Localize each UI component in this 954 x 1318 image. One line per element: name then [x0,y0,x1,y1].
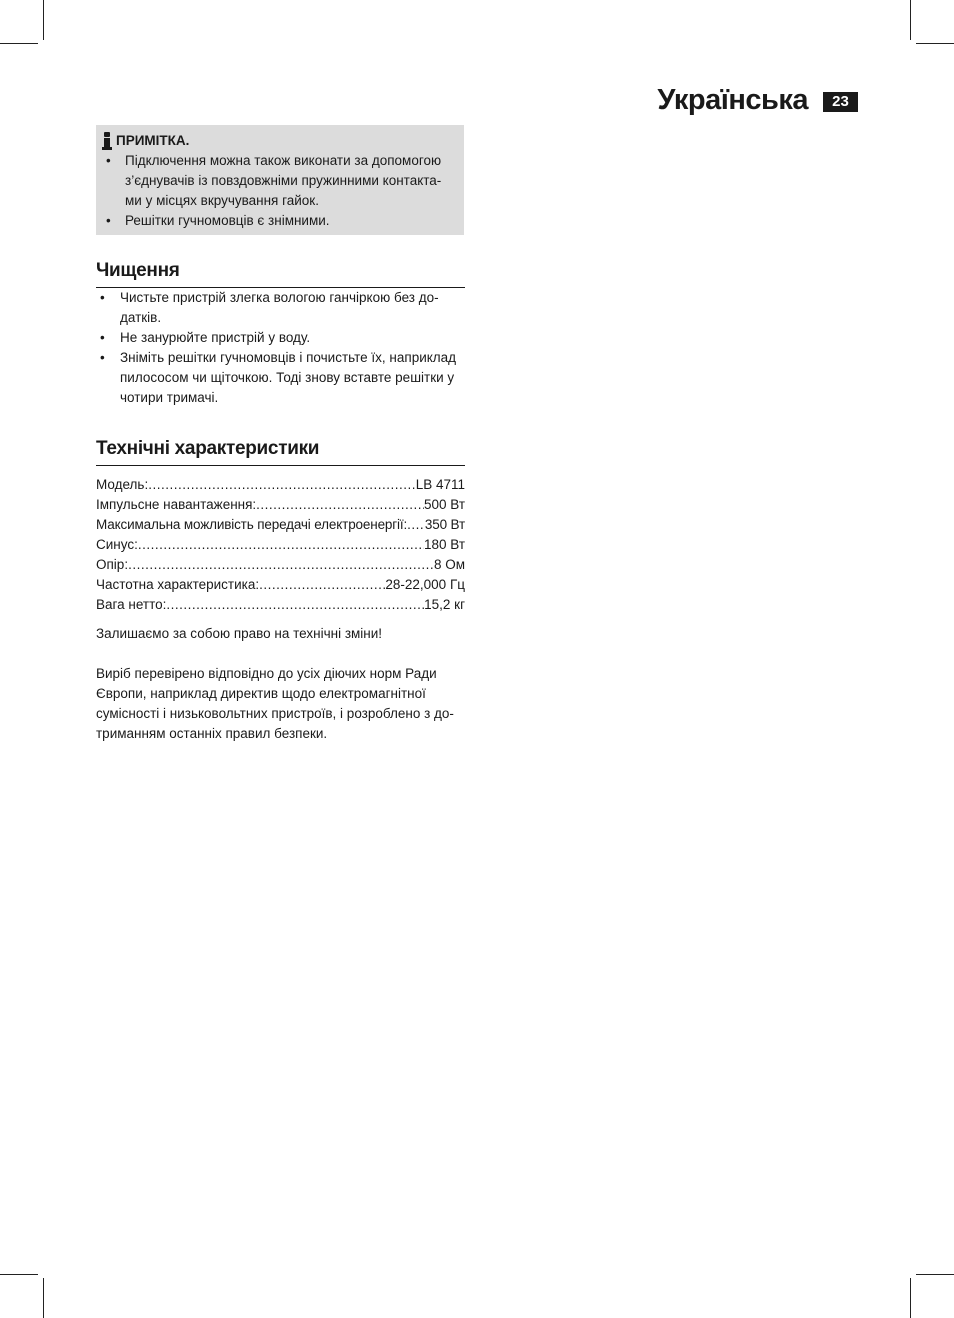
spec-value: 350 Вт [424,517,465,532]
spec-label: Синус: [96,537,138,552]
spec-leader-dots [138,535,424,555]
cleaning-section [96,260,465,408]
spec-label: Частотна характеристика: [96,577,260,592]
tech-specs-section [96,438,465,615]
note-box [96,125,464,235]
spec-row [96,595,465,615]
page-language-title: Українська [657,84,808,116]
crop-mark [910,0,911,40]
spec-row [96,555,465,575]
note-header [102,131,456,151]
cleaning-heading: Чищення [96,260,465,288]
spec-value: LB 4711 [415,477,465,492]
spec-label: Максимальна можливість передачі електроенергії: [96,517,408,532]
spec-row [96,515,465,535]
cleaning-item: • Не занурюйте пристрій у воду. [96,328,465,348]
note-item: • Підключення можна також виконати за допомогою з’єднувачів із повздовжніми пружинними контакта-ми у місцях вкручування гайок. [102,151,456,211]
crop-mark [916,1274,954,1275]
spec-value: 15,2 кг [424,597,465,612]
tech-specs-heading: Технічні характеристики [96,438,465,466]
spec-label: Опір: [96,557,129,572]
crop-mark [43,1278,44,1318]
spec-label: Імпульсне навантаження: [96,497,257,512]
spec-row [96,495,465,515]
note-item: • Решітки гучномовців є знімними. [102,211,456,231]
cleaning-item: • Чистьте пристрій злегка вологою ганчіркою без до-датків. [96,288,465,328]
spec-value: 28-22,000 Гц [385,577,465,592]
spec-value: 500 Вт [423,497,465,512]
spec-leader-dots [128,555,434,575]
spec-leader-dots [148,475,415,495]
spec-row [96,535,465,555]
page-number-badge: 23 [823,92,858,112]
compliance-paragraph: Виріб перевірено відповідно до усіх діючих норм Ради Європи, наприклад директив щодо електромагнітної сумісності і низьковольтних пристроїв, і розроблено з до-триманням останніх правил безпеки. [96,666,454,741]
spec-value: 8 Ом [433,557,465,572]
spec-value: 180 Вт [423,537,465,552]
crop-mark [916,43,954,44]
spec-label: Вага нетто: [96,597,167,612]
crop-mark [910,1278,911,1318]
crop-mark [0,43,38,44]
note-title: ПРИМІТКА. [116,133,190,148]
spec-leader-dots [256,495,424,515]
spec-leader-dots [407,515,425,535]
spec-leader-dots [166,595,424,615]
cleaning-item: • Зніміть решітки гучномовців і почистьте їх, наприклад пилососом чи щіточкою. Тоді знову вставте решітки у чотири тримачі. [96,348,465,408]
spec-row [96,575,465,595]
crop-mark [0,1274,38,1275]
spec-list [96,475,465,615]
reserve-note: Залишаємо за собою право на технічні зміни! [96,626,383,641]
crop-mark [43,0,44,40]
info-icon [102,132,112,150]
spec-leader-dots [259,575,385,595]
spec-label: Модель: [96,477,149,492]
spec-row [96,475,465,495]
note-list [102,151,456,231]
cleaning-list [96,288,465,408]
